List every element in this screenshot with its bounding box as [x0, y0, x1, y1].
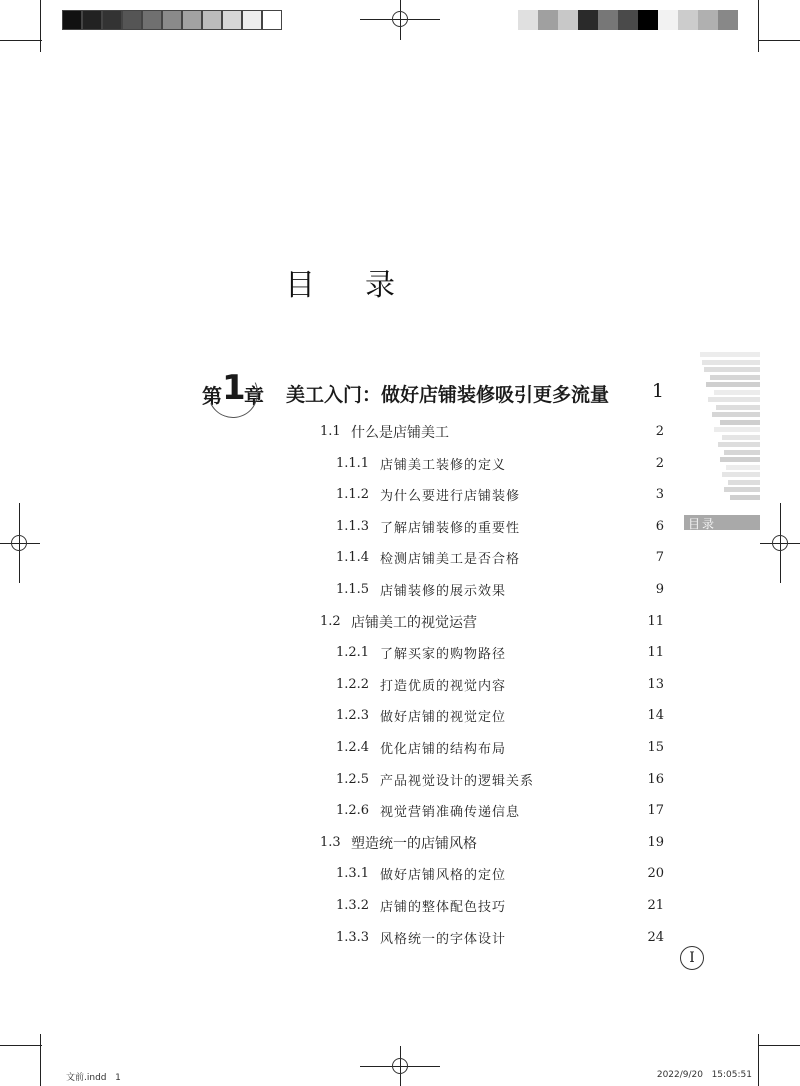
side-decoration-bar — [714, 427, 760, 432]
side-decoration-bar — [704, 367, 760, 372]
toc-entry-page: 16 — [647, 771, 664, 787]
toc-section-row[interactable] — [0, 610, 800, 634]
toc-subsection-row[interactable] — [0, 894, 800, 918]
toc-entry-title: 为什么要进行店铺装修 — [380, 489, 521, 505]
toc-entry-page: 24 — [647, 929, 664, 945]
color-swatch — [578, 10, 598, 30]
crop-mark — [40, 1034, 41, 1086]
toc-entry-number: 1.1.1 — [336, 455, 370, 471]
toc-subsection-row[interactable] — [0, 483, 800, 507]
side-decoration-bar — [722, 472, 760, 477]
toc-entry-title: 打造优质的视觉内容 — [380, 678, 507, 694]
footer-file-slug: 文前.indd 1 — [66, 1073, 121, 1083]
chapter-number: 1 — [222, 368, 246, 408]
toc-entry-page: 19 — [647, 834, 664, 850]
toc-entry-number: 1.3.3 — [336, 929, 370, 945]
color-swatch — [242, 10, 262, 30]
color-swatch — [698, 10, 718, 30]
toc-subsection-row[interactable] — [0, 799, 800, 823]
color-swatch — [62, 10, 82, 30]
toc-entry-page: 14 — [647, 708, 664, 724]
toc-entry-number: 1.1.5 — [336, 582, 370, 597]
toc-entry-page: 9 — [655, 582, 664, 597]
toc-entry-number: 1.2.1 — [336, 645, 370, 661]
crop-mark — [40, 0, 41, 52]
toc-entry-number: 1.2.2 — [336, 676, 370, 692]
toc-entry-page: 17 — [647, 803, 664, 819]
toc-subsection-row[interactable] — [0, 768, 800, 792]
registration-circle — [392, 1058, 408, 1074]
folio: I — [689, 950, 695, 966]
toc-entry-page: 6 — [655, 518, 664, 534]
toc-entry-title: 店铺美工装修的定义 — [380, 457, 507, 473]
toc-subsection-row[interactable] — [0, 452, 800, 476]
toc-subsection-row[interactable] — [0, 704, 800, 728]
toc-entry-number: 1.2.6 — [336, 803, 370, 819]
toc-entry-page: 13 — [647, 676, 664, 692]
toc-entry-title: 风格统一的字体设计 — [380, 931, 507, 947]
page-number-badge — [680, 946, 704, 970]
side-decoration-bar — [706, 382, 760, 387]
page-title: 目 录 — [285, 268, 405, 303]
color-swatch — [558, 10, 578, 30]
toc-subsection-row[interactable] — [0, 926, 800, 950]
color-swatch — [142, 10, 162, 30]
side-decoration-bar — [700, 352, 760, 357]
toc-entry-title: 产品视觉设计的逻辑关系 — [380, 773, 535, 789]
toc-entry-page: 2 — [655, 455, 664, 471]
crop-mark — [758, 1045, 800, 1046]
toc-entry-title: 做好店铺风格的定位 — [380, 868, 507, 884]
toc-entry-number: 1.1.3 — [336, 518, 370, 534]
side-tab-label: 目录 — [688, 517, 717, 531]
side-decoration-bar — [716, 405, 760, 410]
toc-entry-page: 11 — [647, 645, 664, 661]
toc-entry-title: 了解店铺装修的重要性 — [380, 520, 521, 536]
color-swatch — [122, 10, 142, 30]
toc-entry-number: 1.1.2 — [336, 487, 370, 503]
side-decoration-bar — [710, 375, 760, 380]
chapter-prefix: 第 — [202, 384, 222, 408]
toc-entry-title: 优化店铺的结构布局 — [380, 742, 507, 757]
toc-entry-page: 20 — [647, 866, 664, 882]
toc-entry-number: 1.3.2 — [336, 898, 370, 913]
color-swatch — [618, 10, 638, 30]
side-tab — [684, 515, 760, 530]
toc-section-row[interactable] — [0, 420, 800, 444]
toc-subsection-row[interactable] — [0, 862, 800, 886]
toc-entry-title: 什么是店铺美工 — [351, 425, 449, 441]
color-swatch — [222, 10, 242, 30]
side-decoration-bar — [714, 390, 760, 395]
toc-subsection-row[interactable] — [0, 546, 800, 570]
chapter-page: 1 — [651, 380, 664, 402]
registration-circle — [392, 11, 408, 27]
color-swatch — [718, 10, 738, 30]
side-decoration-bar — [718, 442, 760, 447]
crop-mark — [758, 0, 759, 52]
toc-entry-page: 2 — [655, 424, 664, 439]
side-decoration-bar — [708, 397, 760, 402]
toc-section-row[interactable] — [0, 831, 800, 855]
toc-subsection-row[interactable] — [0, 515, 800, 539]
side-decoration-bar — [720, 420, 760, 425]
side-decoration-bar — [720, 457, 760, 462]
toc-entry-title: 店铺的整体配色技巧 — [380, 900, 507, 915]
side-decoration-bar — [726, 465, 760, 470]
toc-entry-page: 3 — [655, 487, 664, 503]
toc-entry-page: 15 — [647, 740, 664, 755]
toc-entry-page: 21 — [647, 898, 664, 913]
side-decoration-bar — [728, 480, 760, 485]
crop-mark — [0, 1045, 42, 1046]
toc-entry-title: 店铺美工的视觉运营 — [351, 614, 477, 631]
side-decoration-bar — [722, 435, 760, 440]
chapter-arc-decoration — [201, 361, 265, 425]
toc-entry-title: 做好店铺的视觉定位 — [380, 710, 507, 726]
color-swatch — [598, 10, 618, 30]
toc-entry-title: 视觉营销准确传递信息 — [380, 805, 521, 821]
chapter-heading — [0, 370, 800, 420]
side-decoration-bar — [724, 487, 760, 492]
crop-mark — [0, 40, 42, 41]
color-swatch — [518, 10, 538, 30]
chapter-suffix: 章 — [244, 384, 264, 408]
toc-entry-number: 1.2.5 — [336, 771, 370, 787]
toc-subsection-row[interactable] — [0, 736, 800, 760]
toc-entry-title: 检测店铺美工是否合格 — [380, 552, 521, 568]
side-decoration-bar — [730, 495, 760, 500]
toc-entry-number: 1.2.3 — [336, 708, 370, 724]
toc-subsection-row[interactable] — [0, 641, 800, 665]
toc-entry-number: 1.1 — [320, 424, 341, 439]
crop-mark — [758, 1034, 759, 1086]
chapter-title: 美工入门：做好店铺装修吸引更多流量 — [286, 384, 610, 406]
color-swatch — [658, 10, 678, 30]
color-swatch — [162, 10, 182, 30]
toc-entry-number: 1.3.1 — [336, 866, 370, 882]
crop-mark — [758, 40, 800, 41]
side-decoration-bar — [702, 360, 760, 365]
color-swatch — [202, 10, 222, 30]
toc-entry-page: 11 — [647, 613, 664, 629]
toc-subsection-row[interactable] — [0, 673, 800, 697]
toc-entry-number: 1.2 — [320, 613, 341, 629]
color-swatch — [82, 10, 102, 30]
toc-subsection-row[interactable] — [0, 578, 800, 602]
side-decoration-bar — [712, 412, 760, 417]
color-swatch — [678, 10, 698, 30]
toc-entry-page: 7 — [655, 550, 664, 566]
color-swatch — [538, 10, 558, 30]
toc-entry-title: 塑造统一的店铺风格 — [351, 835, 477, 852]
color-swatch — [182, 10, 202, 30]
color-swatch — [638, 10, 658, 30]
toc-entry-number: 1.3 — [320, 834, 341, 850]
color-swatch — [262, 10, 282, 30]
side-decoration-bar — [724, 450, 760, 455]
toc-entry-title: 了解买家的购物路径 — [380, 647, 507, 663]
toc-entry-number: 1.2.4 — [336, 740, 370, 755]
toc-entry-number: 1.1.4 — [336, 550, 370, 566]
toc-entry-title: 店铺装修的展示效果 — [380, 584, 507, 599]
color-swatch — [102, 10, 122, 30]
footer-timestamp: 2022/9/20 15:05:51 — [656, 1070, 752, 1080]
